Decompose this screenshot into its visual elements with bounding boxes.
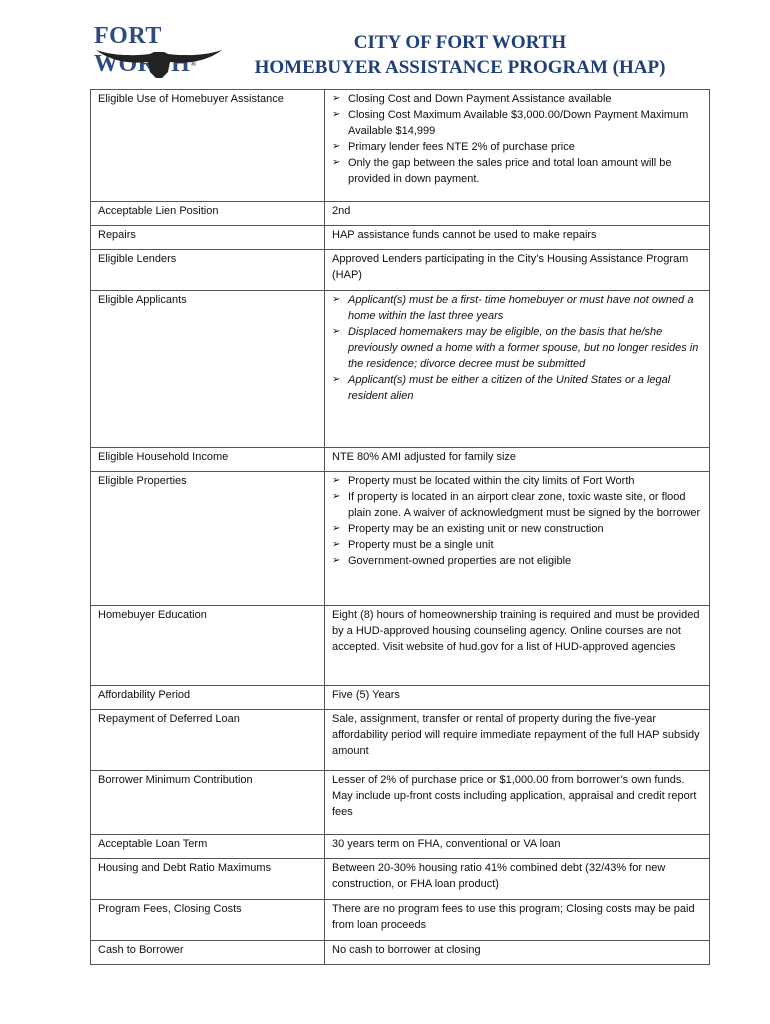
table-row bbox=[91, 606, 710, 686]
list-item: ➢ Government-owned properties are not eligible bbox=[332, 553, 703, 569]
table-row bbox=[91, 771, 710, 835]
list-item: ➢ If property is located in an airport clear zone, toxic waste site, or flood plain zone. A waiver of acknowledgment must be signed by the borrower bbox=[332, 489, 703, 521]
row-label: Homebuyer Education bbox=[91, 606, 325, 686]
list-item: ➢ Closing Cost and Down Payment Assistance available bbox=[332, 91, 703, 107]
table-row bbox=[91, 250, 710, 291]
row-label: Acceptable Lien Position bbox=[91, 202, 325, 226]
table-row bbox=[91, 941, 710, 965]
row-value: Approved Lenders participating in the City’s Housing Assistance Program (HAP) bbox=[325, 250, 710, 291]
list-item: ➢ Applicant(s) must be a first- time homebuyer or must have not owned a home within the last three years bbox=[332, 292, 703, 324]
bullet-list bbox=[332, 91, 703, 187]
row-value: No cash to borrower at closing bbox=[325, 941, 710, 965]
list-item: ➢ Primary lender fees NTE 2% of purchase price bbox=[332, 139, 703, 155]
row-label: Housing and Debt Ratio Maximums bbox=[91, 859, 325, 900]
row-value: 2nd bbox=[325, 202, 710, 226]
row-label: Eligible Use of Homebuyer Assistance bbox=[91, 90, 325, 202]
row-label: Repairs bbox=[91, 226, 325, 250]
row-value: 30 years term on FHA, conventional or VA loan bbox=[325, 835, 710, 859]
row-value: Eight (8) hours of homeownership training is required and must be provided by a HUD-approved housing counseling agency. Online courses are not accepted. Visit website of hud.gov for a list of HUD-approved agencies bbox=[325, 606, 710, 686]
list-item: ➢ Displaced homemakers may be eligible, on the basis that he/she previously owned a home with a former spouse, but no longer resides in the residence; divorce decree must be submitted bbox=[332, 324, 703, 372]
row-label: Program Fees, Closing Costs bbox=[91, 900, 325, 941]
bullet-list bbox=[332, 473, 703, 569]
row-label: Eligible Lenders bbox=[91, 250, 325, 291]
row-label: Eligible Applicants bbox=[91, 291, 325, 448]
row-value: NTE 80% AMI adjusted for family size bbox=[325, 448, 710, 472]
list-item: ➢ Property must be a single unit bbox=[332, 537, 703, 553]
row-value: HAP assistance funds cannot be used to make repairs bbox=[325, 226, 710, 250]
row-label: Borrower Minimum Contribution bbox=[91, 771, 325, 835]
list-item: ➢ Closing Cost Maximum Available $3,000.00/Down Payment Maximum Available $14,999 bbox=[332, 107, 703, 139]
table-row bbox=[91, 226, 710, 250]
program-table bbox=[90, 89, 710, 965]
page-title-line2: HOMEBUYER ASSISTANCE PROGRAM (HAP) bbox=[254, 57, 666, 78]
row-value: Sale, assignment, transfer or rental of property during the five-year affordability period will require immediate repayment of the full HAP subsidy amount bbox=[325, 710, 710, 771]
list-item: ➢ Property must be located within the city limits of Fort Worth bbox=[332, 473, 703, 489]
row-label: Affordability Period bbox=[91, 686, 325, 710]
table-row bbox=[91, 291, 710, 448]
table-row bbox=[91, 448, 710, 472]
page-title-line1: CITY OF FORT WORTH bbox=[353, 32, 567, 53]
row-value: Between 20-30% housing ratio 41% combined debt (32/43% for new construction, or FHA loan product) bbox=[325, 859, 710, 900]
list-item: ➢ Property may be an existing unit or new construction bbox=[332, 521, 703, 537]
row-value: There are no program fees to use this program; Closing costs may be paid from loan proceeds bbox=[325, 900, 710, 941]
row-value bbox=[325, 90, 710, 202]
row-label: Eligible Properties bbox=[91, 472, 325, 606]
registered-mark: ® bbox=[190, 59, 197, 68]
table-row bbox=[91, 710, 710, 771]
row-value: Five (5) Years bbox=[325, 686, 710, 710]
table-row bbox=[91, 472, 710, 606]
row-label: Acceptable Loan Term bbox=[91, 835, 325, 859]
row-value bbox=[325, 291, 710, 448]
row-value: Lesser of 2% of purchase price or $1,000.00 from borrower’s own funds. May include up-front costs including application, appraisal and credit report fees bbox=[325, 771, 710, 835]
table-row bbox=[91, 900, 710, 941]
row-label: Cash to Borrower bbox=[91, 941, 325, 965]
table-row bbox=[91, 859, 710, 900]
table-row bbox=[91, 835, 710, 859]
table-row bbox=[91, 686, 710, 710]
list-item: ➢ Applicant(s) must be either a citizen of the United States or a legal resident alien bbox=[332, 372, 703, 404]
row-label: Repayment of Deferred Loan bbox=[91, 710, 325, 771]
list-item: ➢ Only the gap between the sales price and total loan amount will be provided in down payment. bbox=[332, 155, 703, 187]
bullet-list bbox=[332, 292, 703, 404]
logo-text: FORT WORTH bbox=[94, 23, 191, 77]
table-row bbox=[91, 202, 710, 226]
row-value bbox=[325, 472, 710, 606]
row-label: Eligible Household Income bbox=[91, 448, 325, 472]
table-row bbox=[91, 90, 710, 202]
